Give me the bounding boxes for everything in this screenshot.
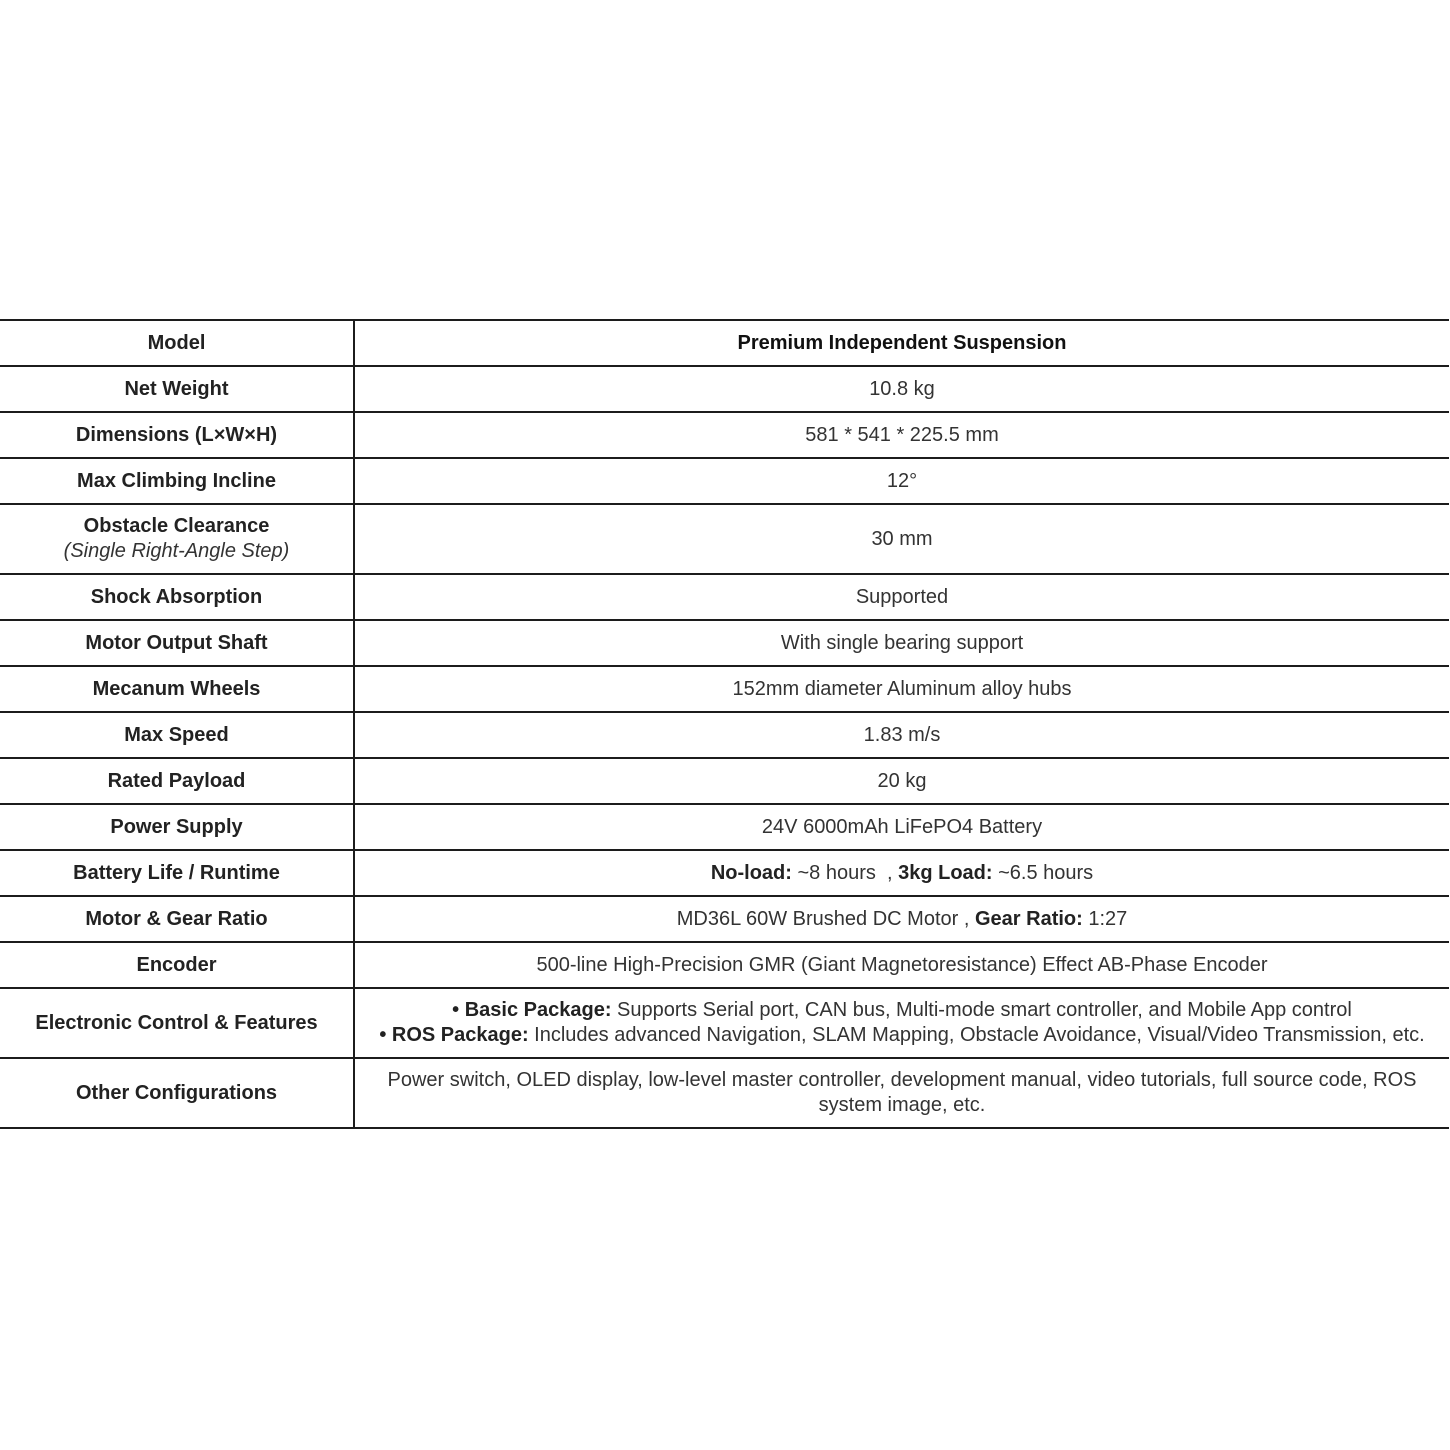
row-model [0, 320, 1449, 366]
row-payload [0, 758, 1449, 804]
value-motor [354, 896, 1449, 942]
battery-load-key: 3kg Load: [898, 861, 993, 884]
value-payload: 20 kg [354, 758, 1449, 804]
label-obstacle-sub: (Single Right-Angle Step) [63, 540, 290, 562]
value-climbing: 12° [354, 458, 1449, 504]
label-power: Power Supply [0, 804, 354, 850]
ros-package-line [371, 1023, 1433, 1048]
label-shock: Shock Absorption [0, 574, 354, 620]
value-shaft: With single bearing support [354, 620, 1449, 666]
row-other [0, 1058, 1449, 1128]
value-battery [354, 850, 1449, 896]
label-other: Other Configurations [0, 1058, 354, 1128]
spec-table [0, 319, 1449, 1129]
label-wheels: Mecanum Wheels [0, 666, 354, 712]
basic-package-value: Supports Serial port, CAN bus, Multi-mode smart controller, and Mobile App control [611, 999, 1352, 1021]
value-obstacle: 30 mm [354, 504, 1449, 574]
row-dimensions [0, 412, 1449, 458]
row-motor [0, 896, 1449, 942]
value-net-weight: 10.8 kg [354, 366, 1449, 412]
value-wheels: 152mm diameter Aluminum alloy hubs [354, 666, 1449, 712]
battery-noload-value: ~8 hours , [791, 861, 899, 884]
model-name: Premium Independent Suspension [737, 331, 1067, 354]
gear-ratio-value: 1:27 [1082, 907, 1128, 930]
label-motor: Motor & Gear Ratio [0, 896, 354, 942]
label-encoder: Encoder [0, 942, 354, 988]
battery-noload-key: No-load: [710, 861, 792, 884]
value-other: Power switch, OLED display, low-level master controller, development manual, video tutorials, full source code, ROS system image, etc. [354, 1058, 1449, 1128]
value-speed: 1.83 m/s [354, 712, 1449, 758]
row-net-weight [0, 366, 1449, 412]
label-model: Model [0, 320, 354, 366]
value-encoder: 500-line High-Precision GMR (Giant Magnetoresistance) Effect AB-Phase Encoder [354, 942, 1449, 988]
row-battery [0, 850, 1449, 896]
row-power [0, 804, 1449, 850]
label-obstacle-main: Obstacle Clearance [83, 515, 270, 537]
row-obstacle [0, 504, 1449, 574]
row-encoder [0, 942, 1449, 988]
ros-package-value: Includes advanced Navigation, SLAM Mapping, Obstacle Avoidance, Visual/Video Transmission, etc. [528, 1024, 1425, 1046]
basic-package-key: • Basic Package: [452, 999, 612, 1021]
gear-ratio-key: Gear Ratio: [974, 907, 1083, 930]
value-dimensions: 581 * 541 * 225.5 mm [354, 412, 1449, 458]
battery-load-value: ~6.5 hours [992, 861, 1094, 884]
label-obstacle [0, 504, 354, 574]
row-climbing [0, 458, 1449, 504]
value-shock: Supported [354, 574, 1449, 620]
label-climbing: Max Climbing Incline [0, 458, 354, 504]
row-speed [0, 712, 1449, 758]
label-speed: Max Speed [0, 712, 354, 758]
row-electronic [0, 988, 1449, 1058]
label-electronic: Electronic Control & Features [0, 988, 354, 1058]
value-electronic [354, 988, 1449, 1058]
row-shaft [0, 620, 1449, 666]
label-payload: Rated Payload [0, 758, 354, 804]
value-model [354, 320, 1449, 366]
motor-value: MD36L 60W Brushed DC Motor , [676, 907, 975, 930]
ros-package-key: • ROS Package: [379, 1024, 529, 1046]
label-battery: Battery Life / Runtime [0, 850, 354, 896]
label-shaft: Motor Output Shaft [0, 620, 354, 666]
row-wheels [0, 666, 1449, 712]
label-net-weight: Net Weight [0, 366, 354, 412]
label-dimensions: Dimensions (L×W×H) [0, 412, 354, 458]
row-shock [0, 574, 1449, 620]
basic-package-line [371, 998, 1433, 1023]
value-power: 24V 6000mAh LiFePO4 Battery [354, 804, 1449, 850]
